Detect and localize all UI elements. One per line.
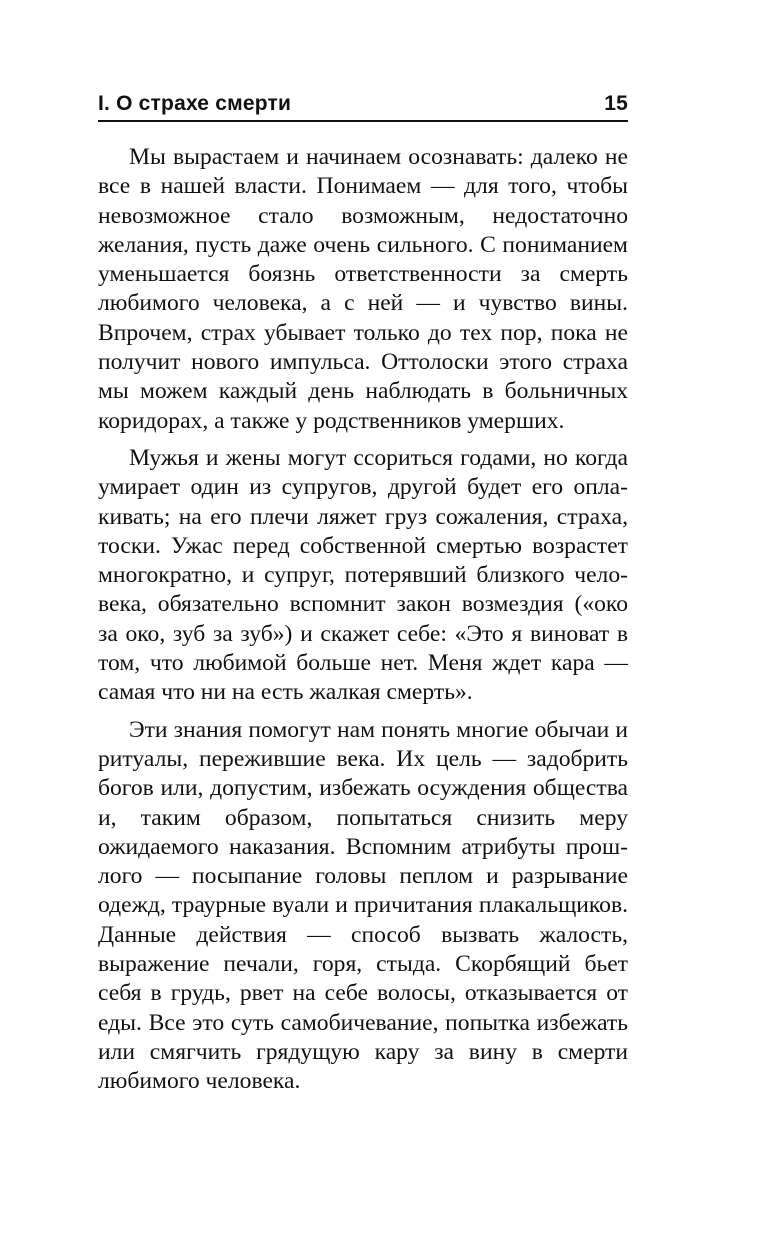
running-head (98, 92, 628, 122)
chapter-title: I. О страхе смерти (98, 92, 292, 115)
paragraph-2: Мужья и жены могут ссориться годами, но когда умирает один из супругов, другой будет его оплакивать; на его плечи ляжет груз сожаления, страха, тоски. Ужас перед собственной смертью возрастет многократно, и супруг, потерявший близкого человека, обязательно вспомнит закон возмездия («око за око, зуб за зуб») и скажет себе: «Это я виноват в том, что любимой больше нет. Меня ждет кара — самая что ни на есть жалкая смерть». (98, 444, 628, 706)
paragraph-3: Эти знания помогут нам понять многие обычаи и ритуалы, пережившие века. Их цель — задобрить богов или, допустим, избежать осуждения общества и, таким образом, попытаться снизить меру ожидаемого наказания. Вспомним атрибуты прошлого — посыпание головы пеплом и разрывание одежд, траурные вуали и причитания плакальщиков. Данные действия — способ вызвать жалость, выражение печали, горя, стыда. Скорбящий бьет себя в грудь, рвет на себе волосы, отказывается от еды. Все это суть самобичевание, попытка избежать или смягчить грядущую кару за вину в смерти любимого человека. (98, 716, 628, 1095)
paragraph-1: Мы вырастаем и начинаем осознавать: далеко не все в нашей власти. Понимаем — для того, чтобы невозможное стало возможным, недостаточно желания, пусть даже очень сильного. С пониманием уменьшается боязнь ответственности за смерть любимого человека, а с ней — и чувство вины. Впрочем, страх убывает только до тех пор, пока не получит нового импульса. Оттолоски этого страха мы можем каждый день наблюдать в больничных коридорах, а также у родственников умерших. (98, 144, 628, 434)
page-number: 15 (604, 92, 628, 115)
body-text (98, 143, 628, 1105)
